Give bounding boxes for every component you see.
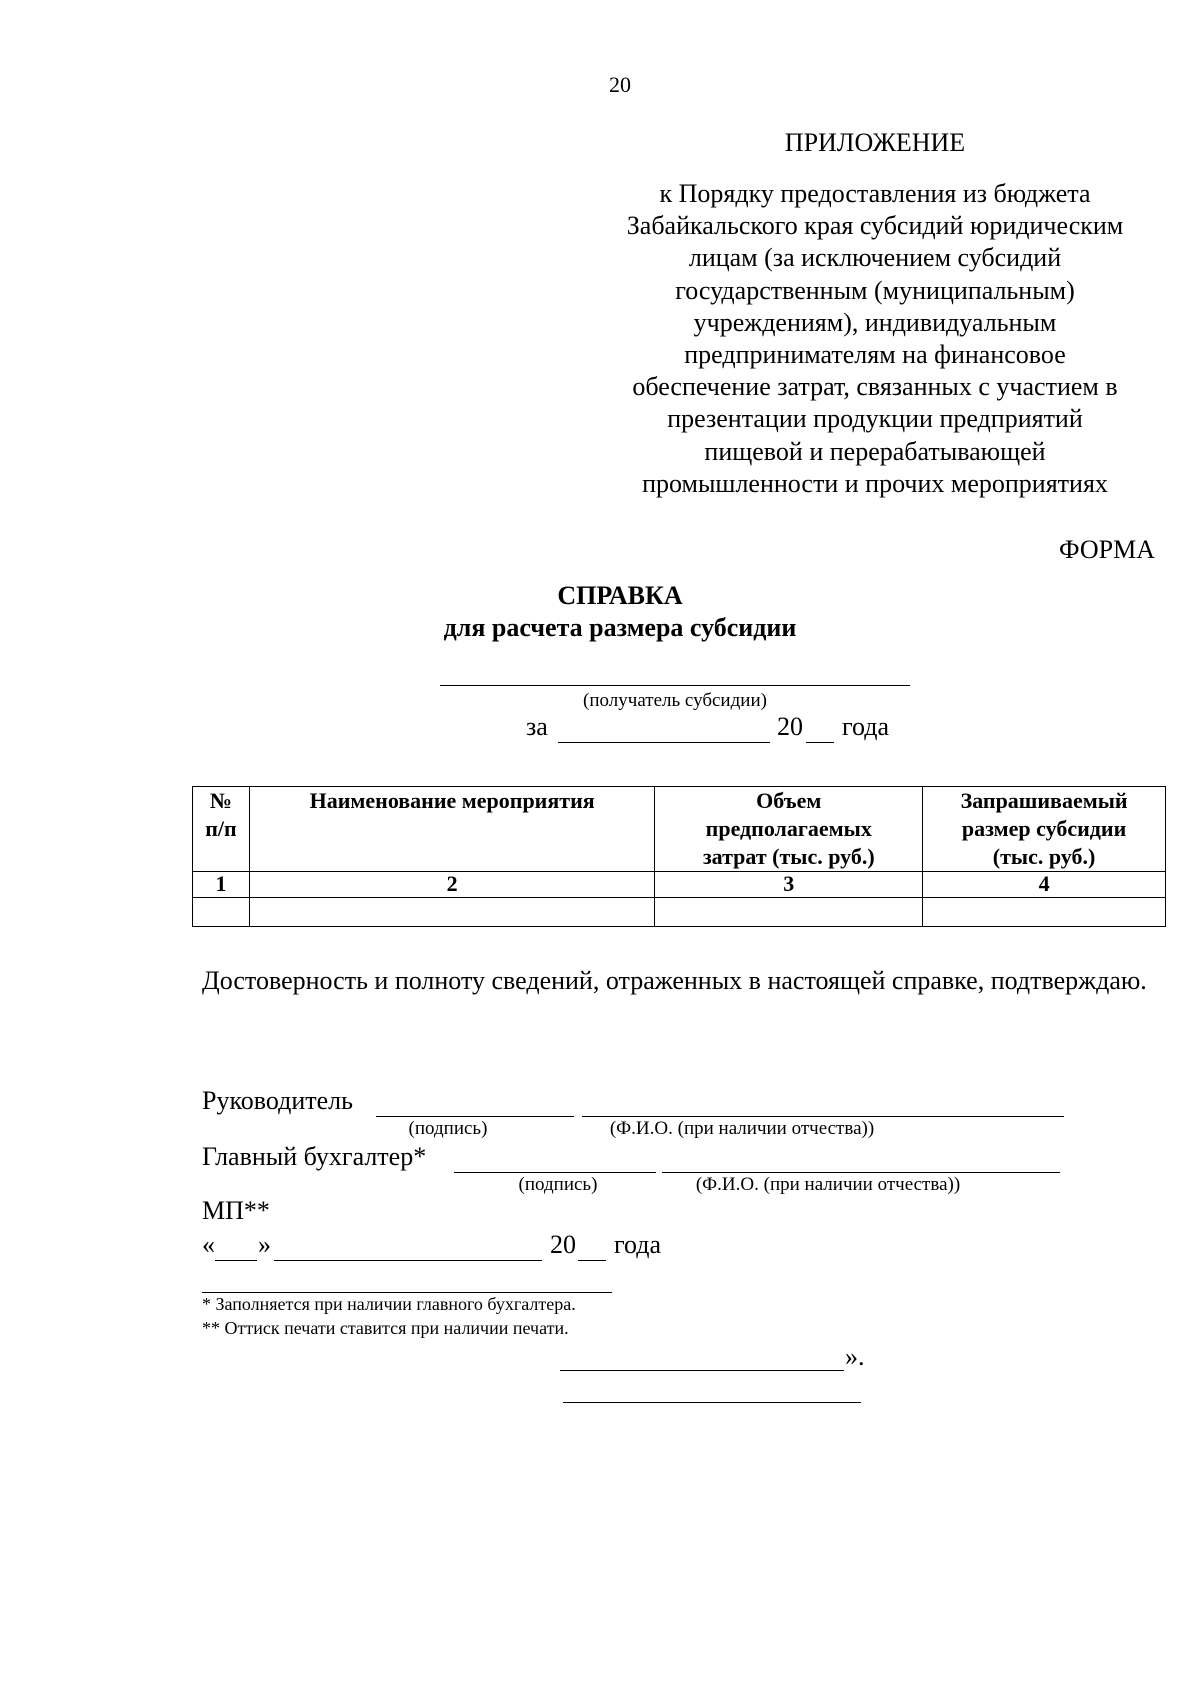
header-cell-costs	[655, 787, 923, 872]
period-year-prefix: 20	[777, 712, 803, 741]
header-cell-event-name	[249, 787, 654, 872]
stamp-label: МП**	[202, 1196, 270, 1225]
document-title	[0, 580, 1200, 644]
header-text: размер субсидии	[961, 816, 1127, 841]
period-year-field[interactable]	[806, 742, 834, 743]
table-header-row	[193, 787, 1166, 872]
table-cell[interactable]	[193, 898, 250, 927]
table-cell[interactable]	[655, 898, 923, 927]
footnote-1: * Заполняется при наличии главного бухгалтера.	[202, 1294, 576, 1314]
header-cell-number	[193, 787, 250, 872]
title-line-1: СПРАВКА	[557, 581, 683, 610]
chief-name-caption: (Ф.И.О. (при наличии отчества))	[695, 1174, 961, 1195]
period-suffix: года	[842, 712, 890, 741]
chief-name-field[interactable]	[662, 1172, 1060, 1173]
chief-signature-caption: (подпись)	[518, 1174, 598, 1195]
head-name-field[interactable]	[582, 1116, 1064, 1117]
column-number: 1	[193, 872, 250, 898]
appendix-line: обеспечение затрат, связанных с участием в	[632, 372, 1118, 402]
footnote-divider	[202, 1292, 612, 1293]
appendix-line: промышленности и прочих мероприятиях	[642, 468, 1108, 498]
table-column-number-row	[193, 872, 1166, 898]
header-text: №	[209, 788, 233, 813]
date-open-quote: «	[202, 1230, 215, 1259]
date-year-field[interactable]	[578, 1260, 606, 1261]
header-text: предполагаемых	[705, 816, 872, 841]
recipient-caption: (получатель субсидии)	[583, 690, 767, 711]
appendix-line: к Порядку предоставления из бюджета	[659, 179, 1091, 208]
date-year-suffix: года	[614, 1230, 662, 1259]
title-line-2: для расчета размера субсидии	[443, 613, 797, 642]
table-cell[interactable]	[249, 898, 654, 927]
head-signature-field[interactable]	[376, 1116, 574, 1117]
recipient-field[interactable]	[440, 685, 910, 686]
head-label: Руководитель	[202, 1086, 353, 1115]
column-number: 2	[249, 872, 654, 898]
appendix-text	[585, 178, 1165, 500]
appendix-title: ПРИЛОЖЕНИЕ	[784, 128, 966, 157]
period-prefix: за	[526, 712, 548, 741]
header-text: Наименование мероприятия	[309, 788, 595, 813]
footnote-2: ** Оттиск печати ставится при наличии печати.	[202, 1318, 569, 1338]
header-text: п/п	[205, 816, 237, 841]
appendix-line: лицам (за исключением субсидий	[688, 243, 1062, 273]
date-day-field[interactable]	[215, 1260, 257, 1261]
column-number: 3	[655, 872, 923, 898]
header-text: Запрашиваемый	[960, 788, 1128, 813]
column-number: 4	[923, 872, 1166, 898]
confirmation-text: Достоверность и полноту сведений, отраженных в настоящей справке, подтверждаю.	[202, 966, 1147, 995]
table-row	[193, 898, 1166, 927]
table-cell[interactable]	[923, 898, 1166, 927]
header-text: затрат (тыс. руб.)	[702, 844, 875, 869]
date-year-prefix: 20	[550, 1230, 576, 1259]
appendix-line: предпринимателям на финансовое	[684, 340, 1066, 370]
chief-accountant-label: Главный бухгалтер*	[202, 1142, 427, 1171]
header-text: (тыс. руб.)	[992, 844, 1096, 869]
closing-mark: ».	[845, 1342, 865, 1371]
head-signature-caption: (подпись)	[408, 1118, 488, 1139]
appendix-line: Забайкальского края субсидий юридическим	[626, 211, 1124, 241]
head-name-caption: (Ф.И.О. (при наличии отчества))	[609, 1118, 875, 1139]
page-number: 20	[609, 72, 631, 97]
chief-signature-field[interactable]	[454, 1172, 656, 1173]
appendix-line: пищевой и перерабатывающей	[704, 436, 1046, 466]
subsidy-table	[192, 786, 1166, 927]
period-field[interactable]	[558, 742, 770, 743]
appendix-line: государственным (муниципальным)	[675, 275, 1075, 305]
header-cell-subsidy	[923, 787, 1166, 872]
header-text: Объем	[756, 788, 822, 813]
closing-line-1	[560, 1370, 844, 1371]
form-label: ФОРМА	[1059, 535, 1155, 564]
appendix-line: учреждениям), индивидуальным	[693, 307, 1057, 337]
closing-line-2	[563, 1402, 861, 1403]
appendix-line: презентации продукции предприятий	[667, 404, 1083, 434]
date-month-field[interactable]	[274, 1260, 542, 1261]
date-close-quote: »	[258, 1230, 271, 1259]
